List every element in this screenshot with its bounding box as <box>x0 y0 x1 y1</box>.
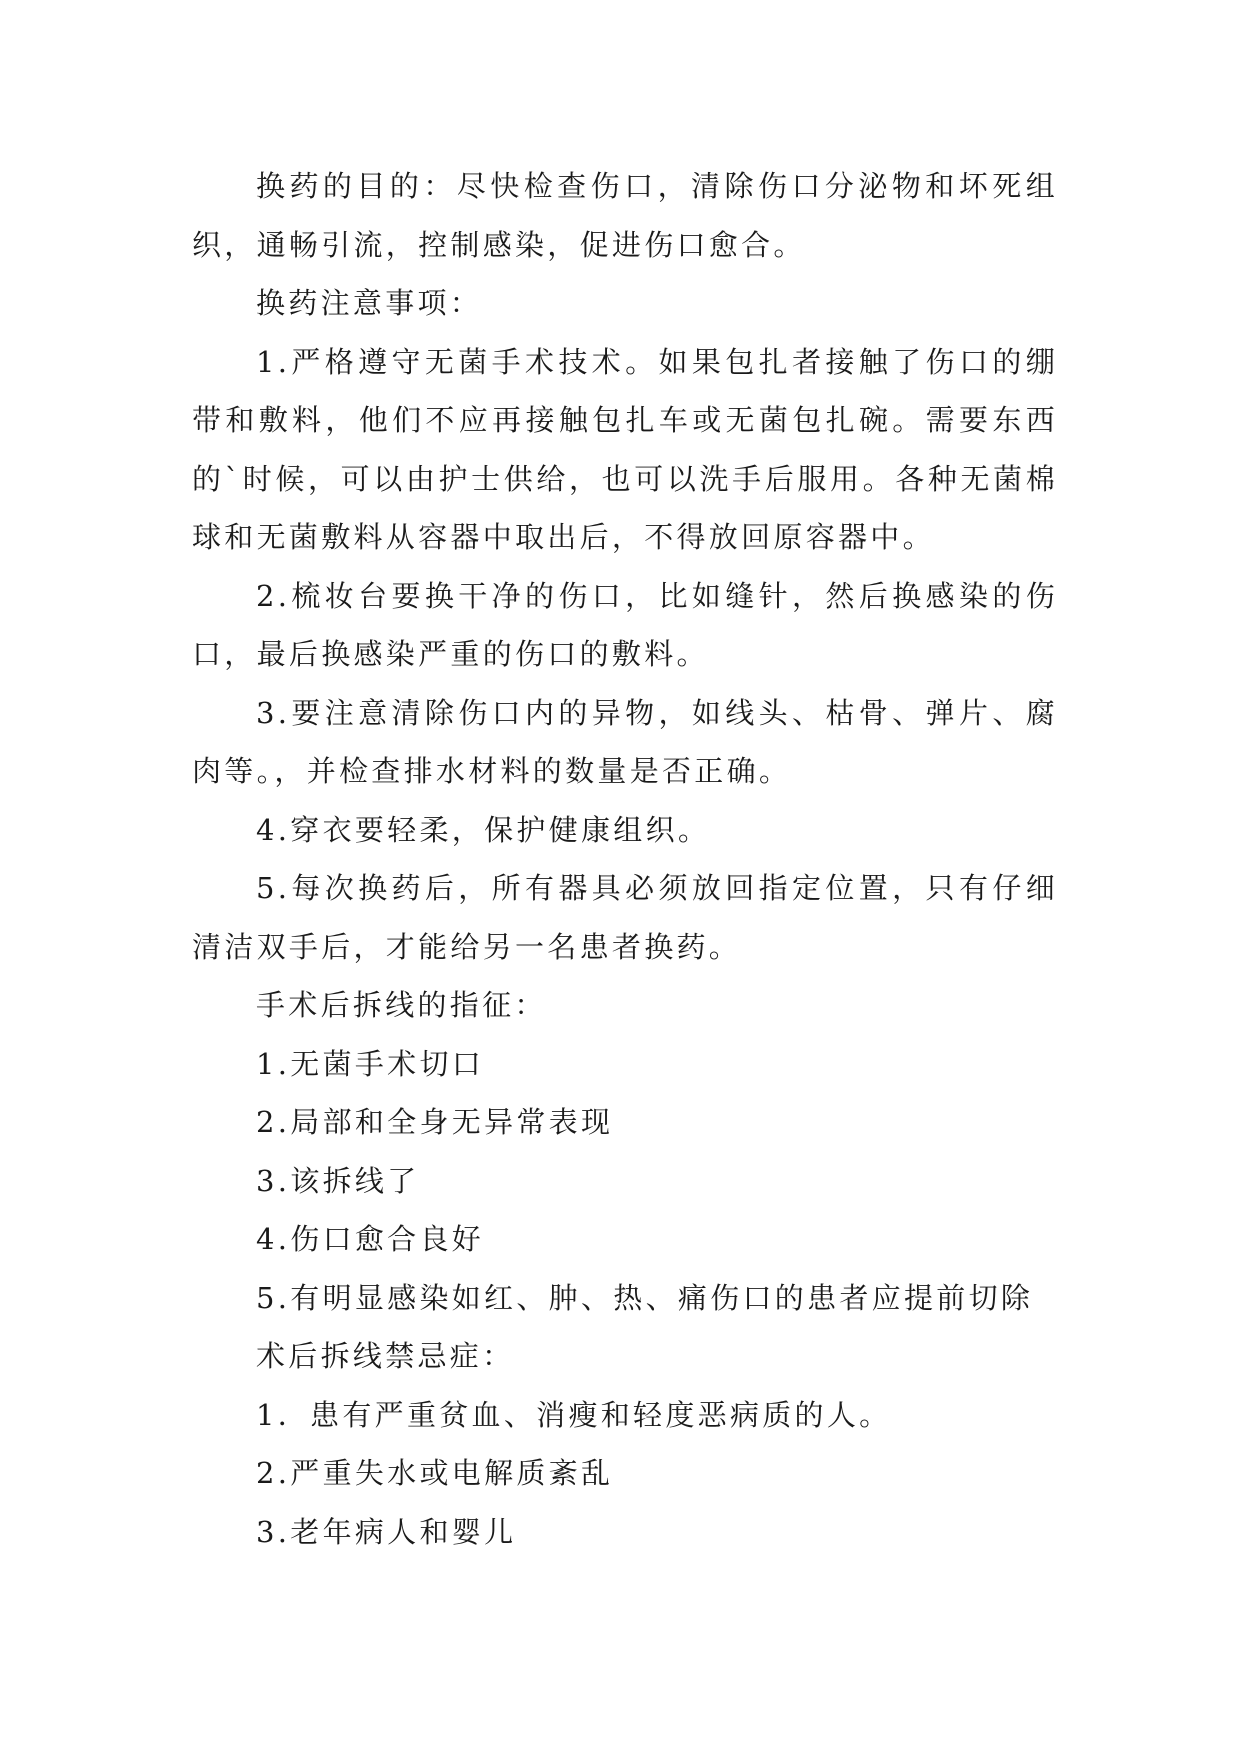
precaution-item-4: 4.穿衣要轻柔，保护健康组织。 <box>256 812 711 847</box>
indication-item-3: 3.该拆线了 <box>256 1163 420 1198</box>
contraindication-item-3: 3.老年病人和婴儿 <box>256 1514 517 1549</box>
contraindication-item-2: 2.严重失水或电解质紊乱 <box>256 1456 614 1490</box>
heading-indications: 手术后拆线的指征： <box>256 988 547 1022</box>
indication-item-1: 1.无菌手术切口 <box>256 1046 485 1081</box>
paragraph-purpose: 换药的目的：尽快检查伤口，清除伤口分泌物和坏死组织，通畅引流，控制感染，促进伤口愈合。 <box>192 169 1058 262</box>
precaution-item-2: 2.梳妆台要换干净的伤口，比如缝针，然后换感染的伤口，最后换感染严重的伤口的敷料。 <box>192 578 1058 671</box>
heading-precautions: 换药注意事项： <box>256 286 483 320</box>
precaution-item-3: 3.要注意清除伤口内的异物，如线头、枯骨、弹片、腐肉等。，并检查排水材料的数量是否正确。 <box>192 695 1058 788</box>
precaution-item-1: 1.严格遵守无菌手术技术。如果包扎者接触了伤口的绷带和敷料，他们不应再接触包扎车或无菌包扎碗。需要东西的`时候，可以由护士供给，也可以洗手后服用。各种无菌棉球和无菌敷料从容器中取出后，不得放回原容器中。 <box>192 344 1058 554</box>
precaution-item-5: 5.每次换药后，所有器具必须放回指定位置，只有仔细清洁双手后，才能给另一名患者换药。 <box>192 871 1058 964</box>
indication-item-5: 5.有明显感染如红、肿、热、痛伤口的患者应提前切除 <box>256 1280 1034 1315</box>
heading-contraindications: 术后拆线禁忌症： <box>256 1339 515 1373</box>
indication-item-4: 4.伤口愈合良好 <box>256 1222 485 1256</box>
document-body <box>192 157 1058 1561</box>
indication-item-2: 2.局部和全身无异常表现 <box>256 1105 614 1139</box>
contraindication-item-1: 1．患有严重贫血、消瘦和轻度恶病质的人。 <box>256 1397 892 1432</box>
